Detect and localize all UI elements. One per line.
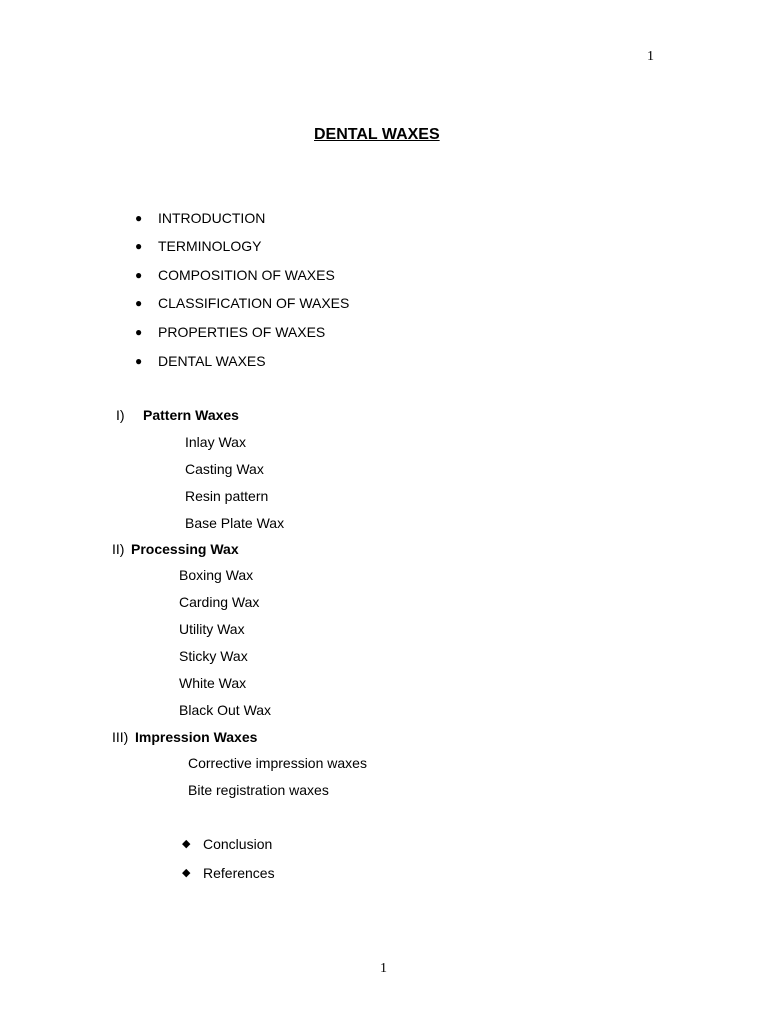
closing-item: References [203,865,275,881]
bullet-dot: ● [135,296,143,310]
outline-item: INTRODUCTION [158,210,266,226]
outline-item: DENTAL WAXES [158,353,266,369]
section-numeral: I) [116,407,125,423]
section-heading: Pattern Waxes [143,407,239,423]
section-item: Resin pattern [185,488,269,504]
section-item: Black Out Wax [179,702,272,718]
bullet-dot: ● [135,354,143,368]
bullet-dot: ● [135,325,143,339]
section-heading: Processing Wax [131,541,239,557]
section-item: Boxing Wax [179,567,254,583]
section-item: Base Plate Wax [185,515,285,531]
closing-item: Conclusion [203,836,273,852]
outline-item: CLASSIFICATION OF WAXES [158,295,350,311]
section-item: Carding Wax [179,594,260,610]
outline-item: TERMINOLOGY [158,238,262,254]
section-item: Utility Wax [179,621,245,637]
outline-item: COMPOSITION OF WAXES [158,267,335,283]
outline-item: PROPERTIES OF WAXES [158,324,326,340]
page-number-bottom: 1 [380,961,387,976]
section-item: Corrective impression waxes [188,755,367,771]
section-numeral: III) [112,729,129,745]
section-heading: Impression Waxes [135,729,258,745]
diamond-bullet-icon: ◆ [182,838,191,850]
page-number-top: 1 [647,49,654,64]
section-item: Sticky Wax [179,648,248,664]
section-item: Bite registration waxes [188,782,329,798]
section-item: Casting Wax [185,461,264,477]
section-numeral: II) [112,541,125,557]
bullet-dot: ● [135,211,143,225]
section-item: White Wax [179,675,247,691]
section-item: Inlay Wax [185,434,246,450]
diamond-bullet-icon: ◆ [182,867,191,879]
document-title: DENTAL WAXES [314,126,440,143]
bullet-dot: ● [135,268,143,282]
bullet-dot: ● [135,239,143,253]
